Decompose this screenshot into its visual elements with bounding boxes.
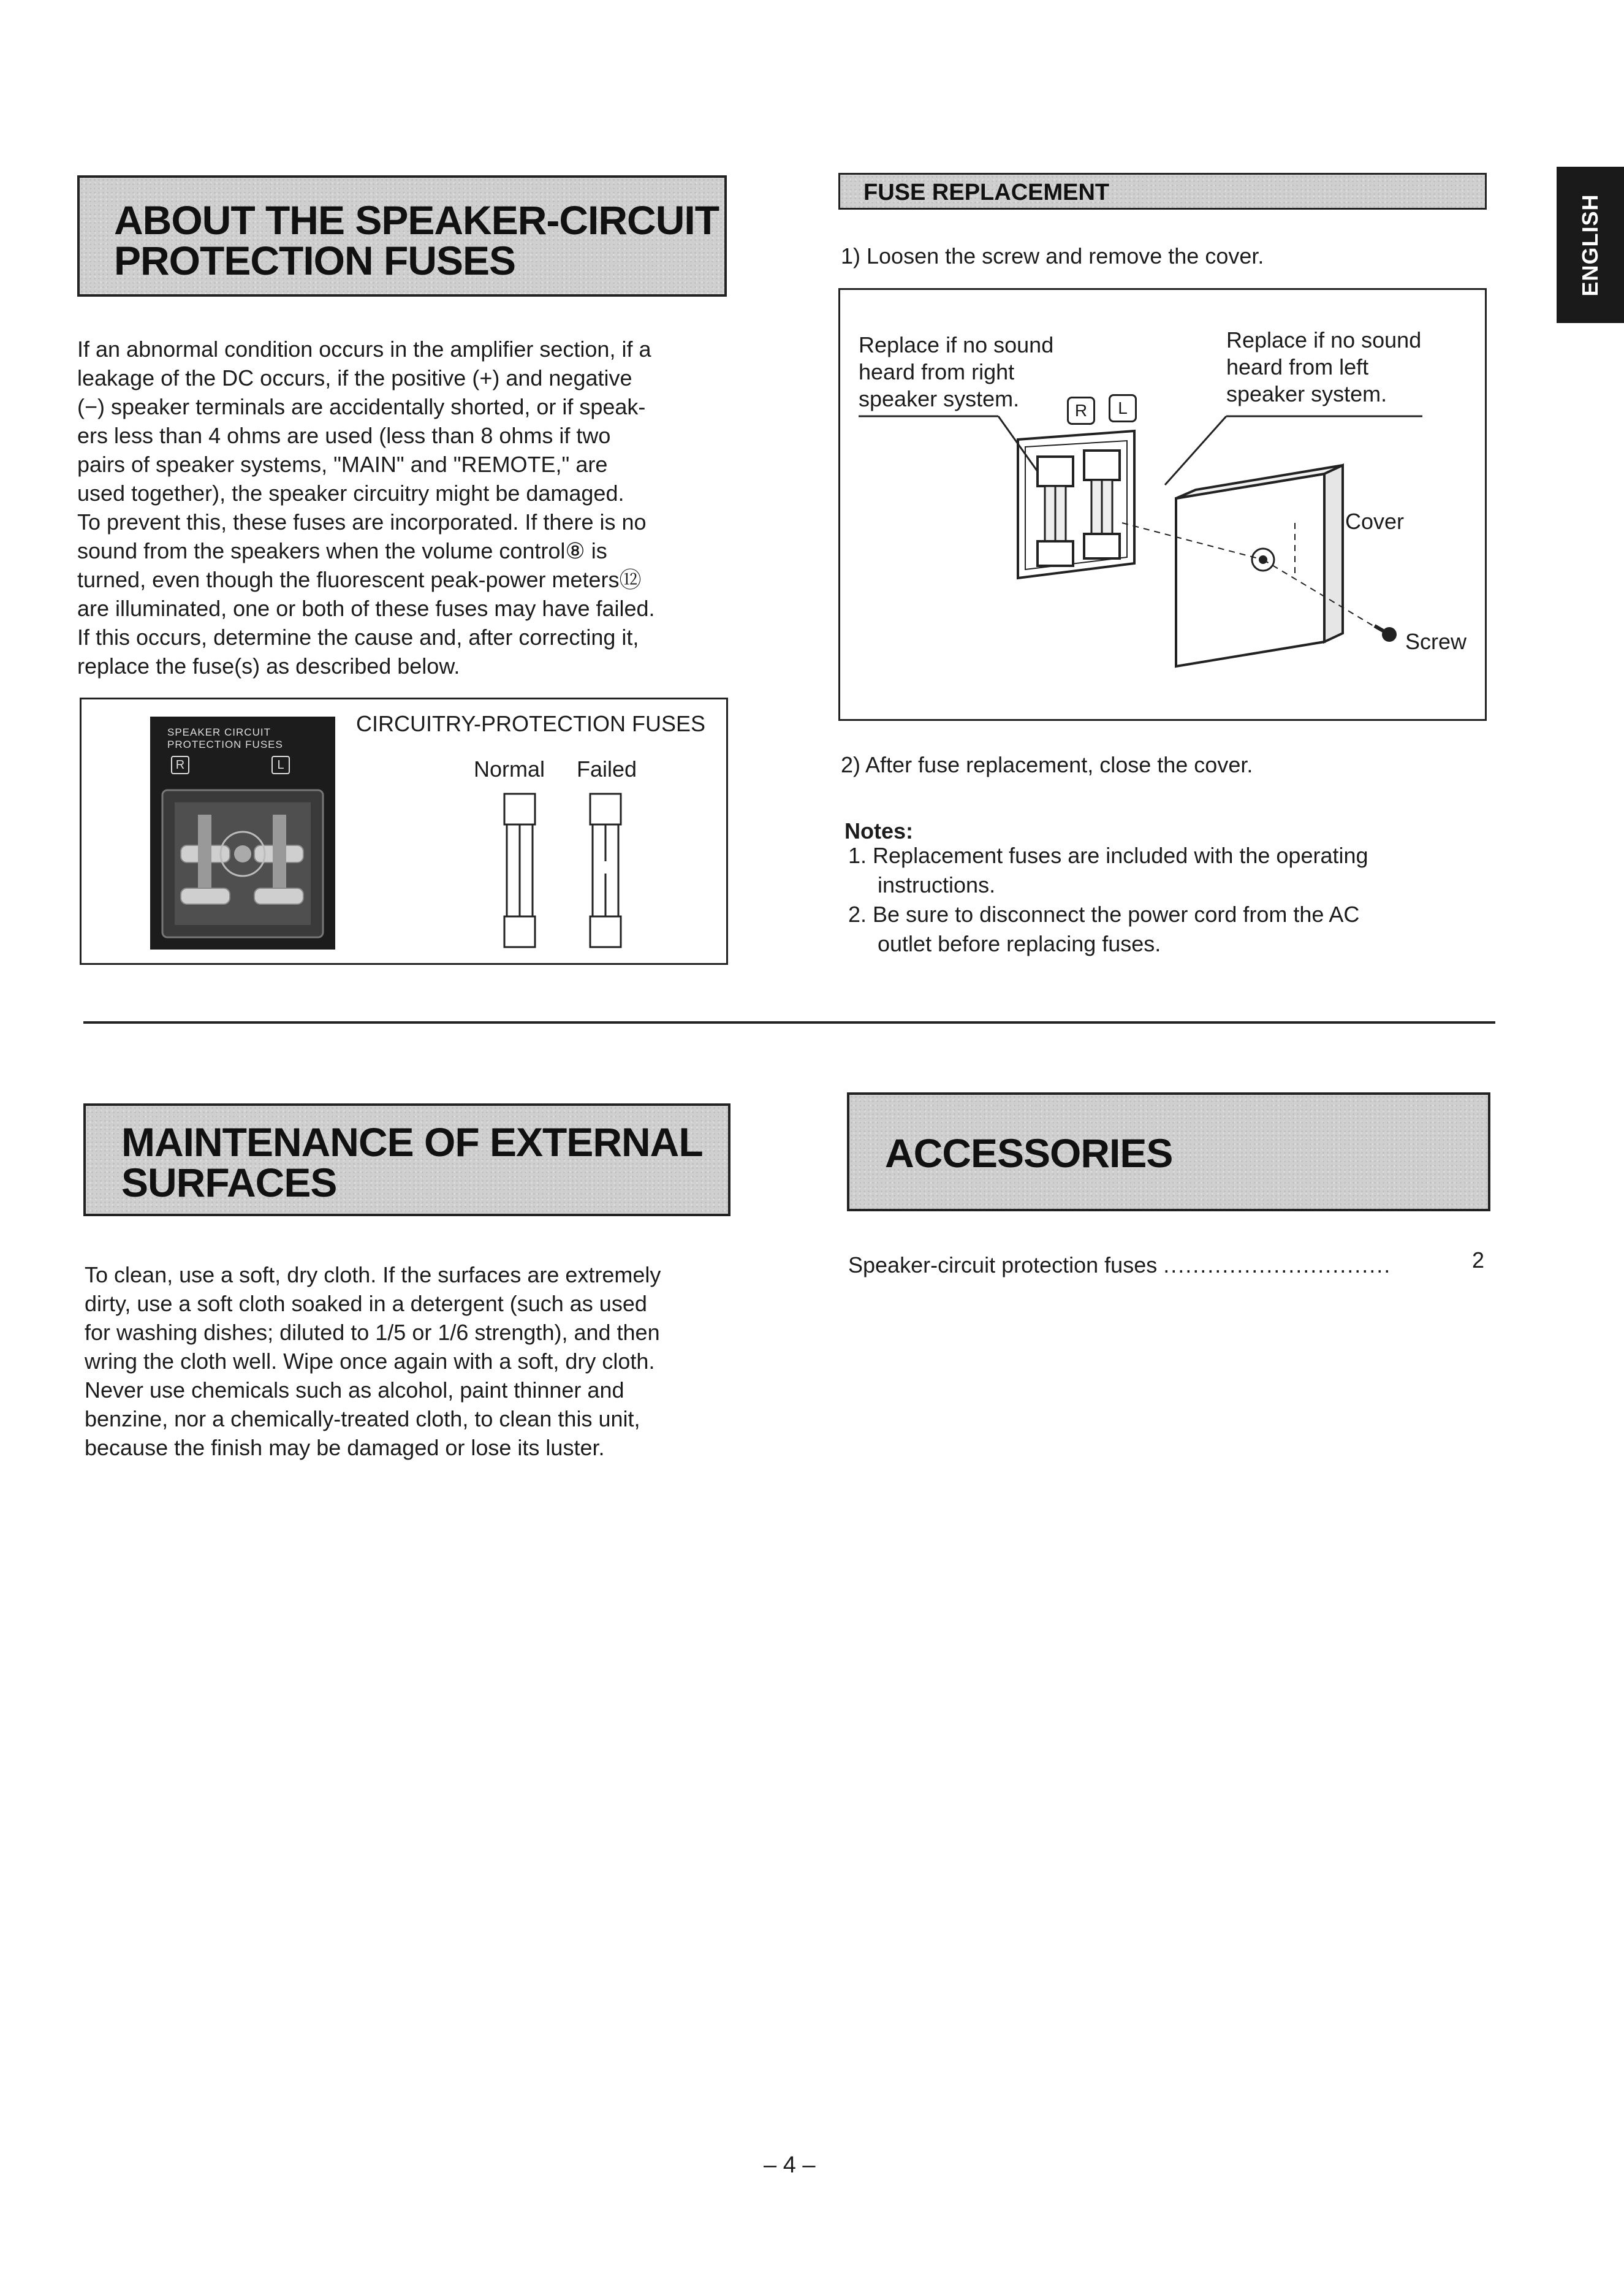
- page-number: – 4 –: [764, 2152, 816, 2178]
- accessories-item-dots: ...............................: [1163, 1252, 1392, 1277]
- notes-heading: Notes:: [844, 818, 914, 843]
- body-line: sound from the speakers when the volume control⑧ is: [77, 538, 607, 563]
- body-line: To clean, use a soft, dry cloth. If the surfaces are extremely: [85, 1262, 661, 1287]
- failed-fuse-icon: [589, 793, 623, 950]
- body-line: are illuminated, one or both of these fuses may have failed.: [77, 596, 655, 621]
- body-line: ers less than 4 ohms are used (less than 8 ohms if two: [77, 423, 611, 448]
- accessories-title-banner: [847, 1092, 1490, 1211]
- body-line: because the finish may be damaged or lose its luster.: [85, 1435, 605, 1460]
- note-2-line1: 2. Be sure to disconnect the power cord from the AC: [848, 902, 1360, 927]
- speaker-fuses-title-line2: PROTECTION FUSES: [114, 238, 516, 283]
- maintenance-title-line1: MAINTENANCE OF EXTERNAL: [121, 1119, 703, 1165]
- body-line: If this occurs, determine the cause and, after correcting it,: [77, 625, 639, 650]
- left-note-line2: heard from left: [1226, 354, 1369, 379]
- normal-fuse-icon: [503, 793, 537, 950]
- language-tab: [1557, 167, 1624, 323]
- section-divider: [83, 1021, 1495, 1024]
- body-line: pairs of speaker systems, "MAIN" and "REMOTE," are: [77, 452, 608, 477]
- fuse-figure-box: [80, 698, 728, 965]
- language-tab-label: ENGLISH: [1577, 193, 1603, 297]
- photo-r-indicator: R: [171, 756, 189, 774]
- fuse-replacement-title-banner: [838, 173, 1487, 210]
- accessories-item: [848, 1247, 1492, 1279]
- l-indicator: L: [1109, 394, 1137, 422]
- fuse-panel-photo: [150, 717, 335, 950]
- photo-fuse-holder-graphic: [150, 778, 335, 950]
- fuse-figure-caption: CIRCUITRY-PROTECTION FUSES: [356, 711, 706, 736]
- left-note-line1: Replace if no sound: [1226, 327, 1422, 352]
- maintenance-title-line2: SURFACES: [121, 1160, 337, 1205]
- fuse-step-2: 2) After fuse replacement, close the cover.: [841, 752, 1253, 777]
- body-line: benzine, nor a chemically-treated cloth, to clean this unit,: [85, 1406, 640, 1431]
- fuse-holder-exploded-graphic: [840, 290, 1481, 715]
- body-line: leakage of the DC occurs, if the positive (+) and negative: [77, 365, 632, 390]
- failed-fuse-label: Failed: [577, 756, 637, 782]
- note-1-line1: 1. Replacement fuses are included with the operating: [848, 843, 1368, 868]
- fuse-replacement-title: FUSE REPLACEMENT: [863, 180, 1110, 205]
- maintenance-body: [85, 1260, 719, 1462]
- body-line: To prevent this, these fuses are incorporated. If there is no: [77, 509, 647, 535]
- right-note-line3: speaker system.: [859, 386, 1020, 411]
- body-line: dirty, use a soft cloth soaked in a detergent (such as used: [85, 1291, 647, 1316]
- maintenance-title-banner: [83, 1103, 730, 1216]
- fuse-replacement-diagram: [838, 288, 1487, 721]
- note-1-line2: instructions.: [878, 872, 996, 897]
- r-indicator: R: [1067, 397, 1095, 425]
- body-line: wring the cloth well. Wipe once again with a soft, dry cloth.: [85, 1349, 655, 1374]
- accessories-title: ACCESSORIES: [885, 1130, 1173, 1176]
- speaker-fuses-title-banner: [77, 175, 727, 297]
- screw-label: Screw: [1405, 629, 1467, 654]
- body-line: for washing dishes; diluted to 1/5 or 1/6 strength), and then: [85, 1320, 660, 1345]
- note-2-line2: outlet before replacing fuses.: [878, 931, 1161, 956]
- accessories-item-qty: 2: [1471, 1247, 1484, 1273]
- body-line: used together), the speaker circuitry might be damaged.: [77, 481, 624, 506]
- speaker-fuses-title-line1: ABOUT THE SPEAKER-CIRCUIT: [114, 197, 719, 243]
- body-line: If an abnormal condition occurs in the amplifier section, if a: [77, 337, 651, 362]
- left-note-line3: speaker system.: [1226, 381, 1387, 406]
- accessories-item-name: Speaker-circuit protection fuses: [848, 1252, 1158, 1277]
- normal-fuse-label: Normal: [474, 756, 545, 782]
- speaker-fuses-body: [77, 335, 721, 680]
- cover-label: Cover: [1345, 509, 1405, 534]
- body-line: replace the fuse(s) as described below.: [77, 653, 460, 679]
- photo-label-line2: PROTECTION FUSES: [167, 739, 283, 750]
- right-note-line2: heard from right: [859, 359, 1015, 384]
- body-line: Never use chemicals such as alcohol, paint thinner and: [85, 1377, 624, 1403]
- right-note-line1: Replace if no sound: [859, 332, 1054, 357]
- body-line: turned, even though the fluorescent peak-power meters⑫: [77, 567, 642, 592]
- body-line: (−) speaker terminals are accidentally shorted, or if speak-: [77, 394, 646, 419]
- photo-label-line1: SPEAKER CIRCUIT: [167, 726, 271, 738]
- fuse-step-1: 1) Loosen the screw and remove the cover.: [841, 243, 1264, 268]
- photo-l-indicator: L: [271, 756, 290, 774]
